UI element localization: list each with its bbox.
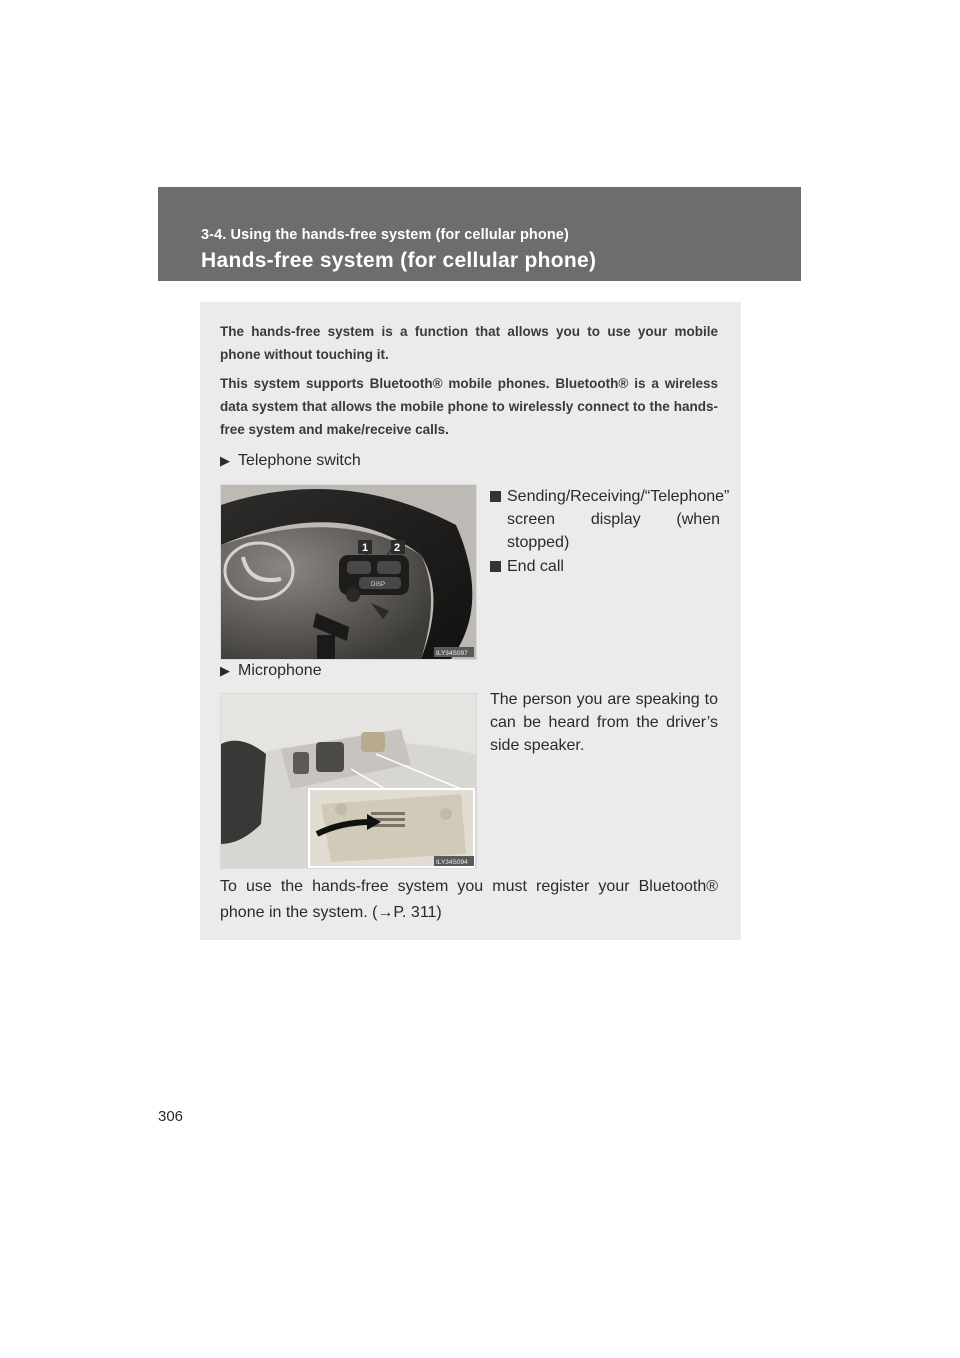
image-code-microphone: ILY34S094 [436, 859, 468, 866]
triangle-bullet-icon: ▶ [220, 663, 230, 678]
legend-item-2 [490, 555, 720, 579]
microphone-heading [220, 662, 322, 680]
steering-wheel-photo [220, 484, 477, 660]
content-box [200, 302, 741, 940]
legend-text-1: Sending/Receiving/“Telephone” screen display (when stopped) [507, 488, 730, 551]
page-number: 306 [158, 1108, 184, 1125]
intro-text [220, 320, 718, 447]
triangle-bullet-icon: ▶ [220, 453, 230, 468]
telephone-switch-heading [220, 452, 361, 470]
microphone-label: Microphone [238, 662, 322, 679]
microphone-photo [220, 693, 477, 869]
intro-paragraph-2: This system supports Bluetooth® mobile phones. Bluetooth® is a wireless data system that allows the mobile phone to wirelessly connect to the hands-free system and make/receive calls. [220, 376, 718, 437]
closing-text: To use the hands-free system you must register your Bluetooth® phone in the system. (→P. 311) [220, 878, 718, 921]
callout-1: 1 [362, 542, 369, 554]
page-title: Hands-free system (for cellular phone) [201, 249, 597, 272]
header-band [158, 187, 801, 281]
legend-text-2: End call [507, 558, 564, 575]
legend-marker-1 [490, 491, 501, 502]
section-label: 3-4. Using the hands-free system (for cellular phone) [201, 227, 569, 243]
image-code-switch: ILY34S097 [436, 650, 468, 657]
legend-item-1 [490, 485, 730, 555]
intro-paragraph-1: The hands-free system is a function that allows you to use your mobile phone without touching it. [220, 324, 718, 362]
legend-marker-2 [490, 561, 501, 572]
callout-2: 2 [394, 542, 401, 554]
svg-text:DISP: DISP [371, 582, 386, 588]
microphone-description: The person you are speaking to can be heard from the driver’s side speaker. [490, 691, 718, 754]
telephone-switch-label: Telephone switch [238, 452, 361, 469]
